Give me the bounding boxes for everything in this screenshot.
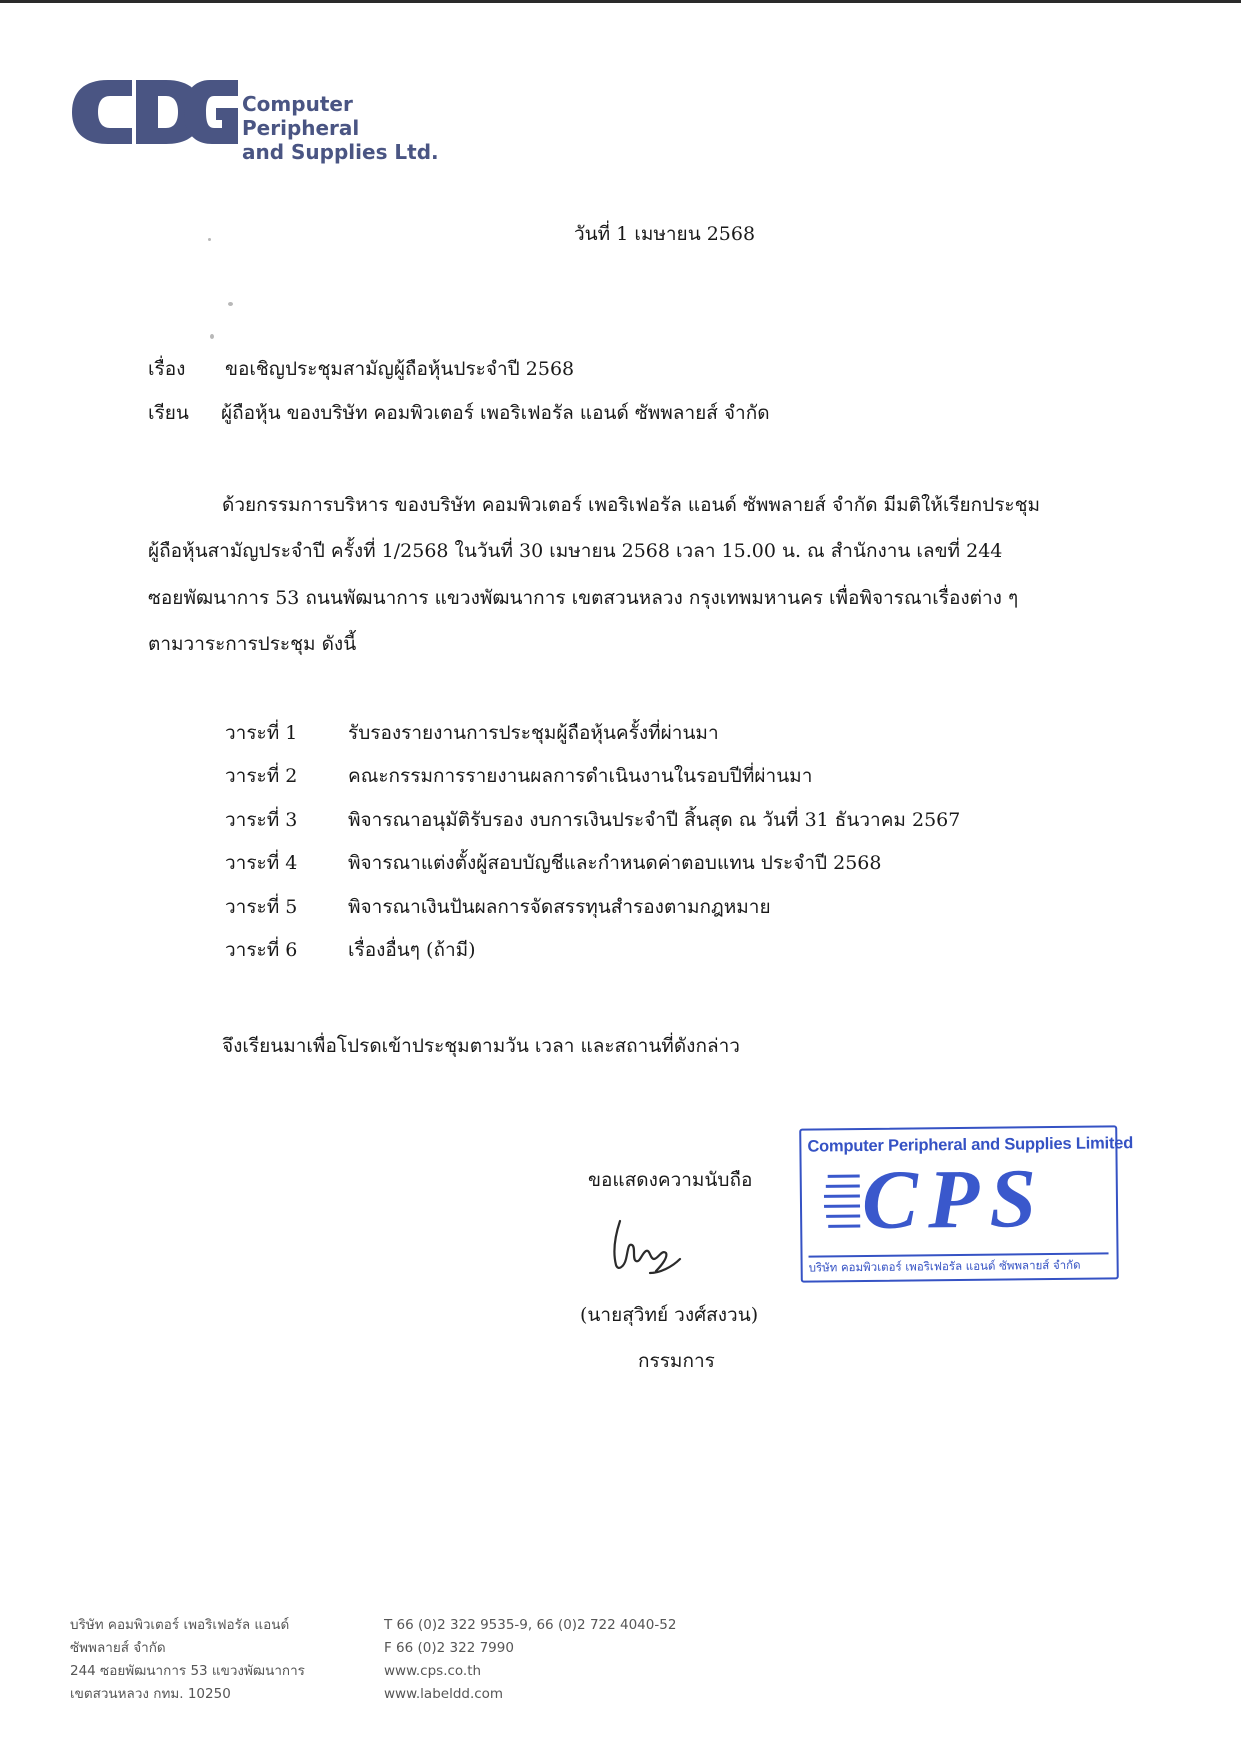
body-line: ด้วยกรรมการบริหาร ของบริษัท คอมพิวเตอร์ เพอริเฟอรัล แอนด์ ซัพพลายส์ จำกัด มีมติให้เรียกประชุม: [222, 494, 1041, 516]
company-logo: [70, 76, 470, 164]
footer-website-link[interactable]: www.labeldd.com: [384, 1686, 504, 1702]
company-stamp: [799, 1125, 1134, 1282]
stamp-top-text: Computer Peripheral and Supplies Limited: [807, 1134, 1134, 1156]
stamp-logo: CPS: [861, 1152, 1047, 1248]
footer-address-line: เขตสวนหลวง กทม. 10250: [70, 1686, 231, 1702]
footer-address-line: ซัพพลายส์ จำกัด: [70, 1640, 166, 1656]
agenda-text: คณะกรรมการรายงานผลการดำเนินงานในรอบปีที่ผ่านมา: [348, 765, 813, 788]
body-line: ตามวาระการประชุม ดังนี้: [148, 633, 357, 655]
handwritten-signature-icon: [606, 1215, 686, 1279]
agenda-number: วาระที่ 5: [225, 895, 298, 918]
logo-line-2: and Supplies Ltd.: [242, 140, 439, 164]
page-top-border: [0, 0, 1241, 3]
letter-date: วันที่ 1 เมษายน 2568: [574, 223, 756, 245]
footer-website-link[interactable]: www.cps.co.th: [384, 1663, 482, 1679]
agenda-number: วาระที่ 1: [225, 722, 298, 744]
footer-address-line: บริษัท คอมพิวเตอร์ เพอริเฟอรัล แอนด์: [70, 1617, 290, 1633]
signer-name: (นายสุวิทย์ วงศ์สงวน): [580, 1304, 759, 1326]
scan-speck: [210, 334, 214, 339]
subject-text: ขอเชิญประชุมสามัญผู้ถือหุ้นประจำปี 2568: [225, 358, 575, 380]
body-line: ผู้ถือหุ้นสามัญประจำปี ครั้งที่ 1/2568 ในวันที่ 30 เมษายน 2568 เวลา 15.00 น. ณ สำนักงาน เลขที่ 244: [148, 540, 1003, 562]
agenda-number: วาระที่ 4: [225, 852, 298, 875]
logo-line-1: Computer Peripheral: [242, 92, 360, 140]
agenda-text: พิจารณาเงินปันผลการจัดสรรทุนสำรองตามกฎหมาย: [348, 895, 771, 918]
scan-speck: [228, 302, 233, 306]
recipient-label: เรียน: [148, 402, 189, 424]
logo-text: [242, 92, 470, 164]
agenda-number: วาระที่ 3: [225, 808, 298, 831]
closing-text: จึงเรียนมาเพื่อโปรดเข้าประชุมตามวัน เวลา และสถานที่ดังกล่าว: [222, 1035, 740, 1057]
scan-speck: [208, 238, 211, 241]
agenda-text: พิจารณาแต่งตั้งผู้สอบบัญชีและกำหนดค่าตอบแทน ประจำปี 2568: [348, 852, 882, 875]
signer-position: กรรมการ: [638, 1350, 715, 1372]
agenda-text: รับรองรายงานการประชุมผู้ถือหุ้นครั้งที่ผ่านมา: [348, 722, 719, 744]
agenda-text: พิจารณาอนุมัติรับรอง งบการเงินประจำปี สิ้นสุด ณ วันที่ 31 ธันวาคม 2567: [348, 808, 961, 831]
footer-fax: F 66 (0)2 322 7990: [384, 1640, 514, 1656]
stamp-bottom-text: บริษัท คอมพิวเตอร์ เพอริเฟอรัล แอนด์ ซัพพลายส์ จำกัด: [809, 1252, 1109, 1275]
stamp-speed-lines-icon: [824, 1168, 863, 1234]
footer-contact: [384, 1614, 676, 1706]
agenda-text: เรื่องอื่นๆ (ถ้ามี): [348, 938, 476, 961]
subject-label: เรื่อง: [148, 358, 186, 380]
footer-address-line: 244 ซอยพัฒนาการ 53 แขวงพัฒนาการ: [70, 1663, 305, 1679]
agenda-number: วาระที่ 2: [225, 765, 298, 788]
footer-phone: T 66 (0)2 322 9535-9, 66 (0)2 722 4040-52: [384, 1617, 677, 1633]
regards-text: ขอแสดงความนับถือ: [588, 1169, 753, 1191]
agenda-number: วาระที่ 6: [225, 938, 298, 961]
footer-address: [70, 1614, 305, 1706]
body-line: ซอยพัฒนาการ 53 ถนนพัฒนาการ แขวงพัฒนาการ เขตสวนหลวง กรุงเทพมหานคร เพื่อพิจารณาเรื่องต่าง ๆ: [148, 587, 1019, 609]
cdg-logo-mark-icon: [70, 76, 240, 148]
recipient-text: ผู้ถือหุ้น ของบริษัท คอมพิวเตอร์ เพอริเฟอรัล แอนด์ ซัพพลายส์ จำกัด: [221, 402, 770, 424]
